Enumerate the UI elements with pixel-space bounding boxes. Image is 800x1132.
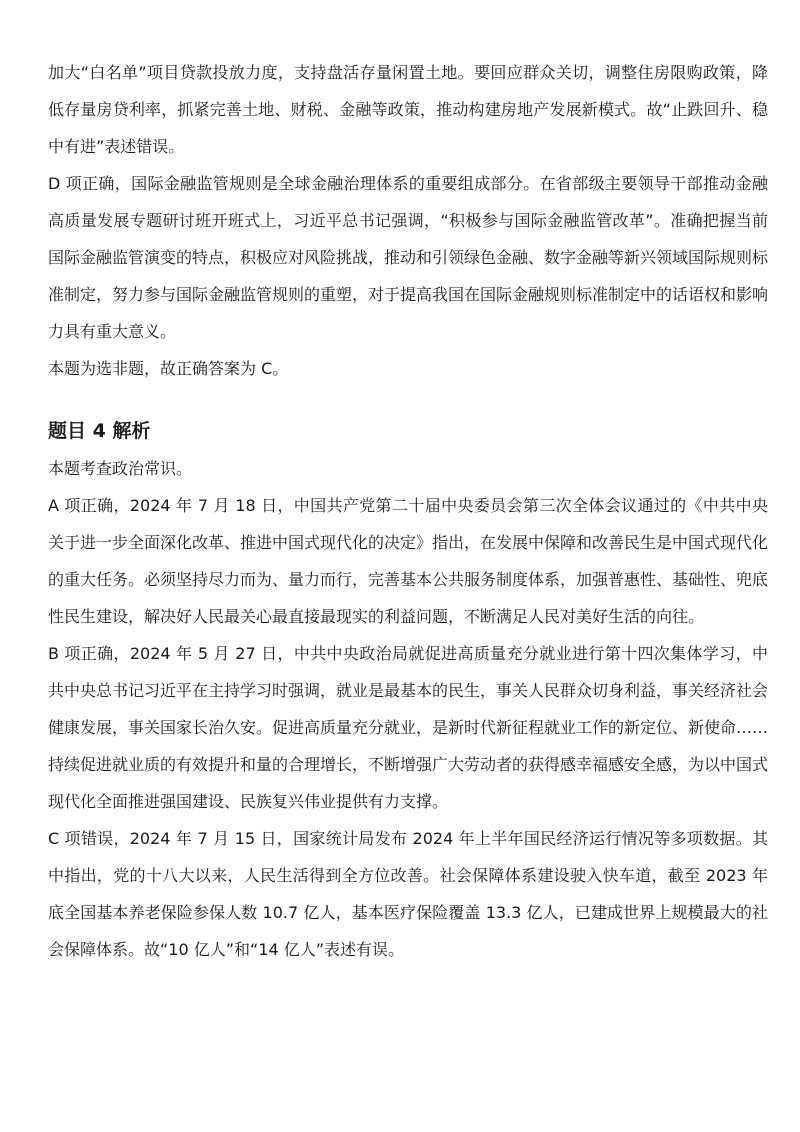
section-heading: 题目 4 解析	[48, 420, 151, 442]
paragraph-answer: 本题为选非题，故正确答案为 C。	[48, 359, 289, 378]
paragraph-option-b: B 项正确，2024 年 5 月 27 日，中共中央政治局就促进高质量充分就业进行第十四次集体学习，中共中央总书记习近平在主持学习时强调，就业是最基本的民生，事关人民群众切身利益，事关经济社会健康发展，事关国家长治久安。促进高质量充分就业，是新时代新征程就业工作的新定位、新使命……持续促进就业质的有效提升和量的合理增长，不断增强广大劳动者的获得感幸福感安全感，为以中国式现代化全面推进强国建设、民族复兴伟业提供有力支撑。	[48, 644, 769, 811]
section-gap	[48, 387, 768, 413]
paragraph-option-a: A 项正确，2024 年 7 月 18 日，中国共产党第二十届中央委员会第三次全体会议通过的《中共中央关于进一步全面深化改革、推进中国式现代化的决定》指出，在发展中保障和改善民生是中国式现代化的重大任务。必须坚持尽力而为、量力而行，完善基本公共服务制度体系，加强普惠性、基础性、兜底性民生建设，解决好人民最关心最直接最现实的利益问题，不断满足人民对美好生活的向往。	[48, 496, 769, 626]
paragraph-topic: 本题考查政治常识。	[48, 459, 193, 478]
paragraph-housing-policy: 加大“白名单”项目贷款投放力度，支持盘活存量闲置土地。要回应群众关切，调整住房限购政策，降低存量房贷利率，抓紧完善土地、财税、金融等政策，推动构建房地产发展新模式。故“止跌回升、稳中有进”表述错误。	[48, 63, 768, 156]
paragraph-option-c: C 项错误，2024 年 7 月 15 日，国家统计局发布 2024 年上半年国民经济运行情况等多项数据。其中指出，党的十八大以来，人民生活得到全方位改善。社会保障体系建设驶入快车道，截至 2023 年底全国基本养老保险参保人数 10.7 亿人，基本医疗保险覆盖 13.3 亿人，已建成世界上规模最大的社会保障体系。故“10 亿人”和“14 亿人”表述有误。	[48, 829, 768, 959]
paragraph-option-d: D 项正确，国际金融监管规则是全球金融治理体系的重要组成部分。在省部级主要领导干部推动金融高质量发展专题研讨班开班式上，习近平总书记强调，“积极参与国际金融监管改革”。准确把握当前国际金融监管演变的特点，积极应对风险挑战，推动和引领绿色金融、数字金融等新兴领域国际规则标准制定，努力参与国际金融监管规则的重塑，对于提高我国在国际金融规则标准制定中的话语权和影响力具有重大意义。	[48, 174, 769, 341]
document-body	[48, 54, 768, 968]
